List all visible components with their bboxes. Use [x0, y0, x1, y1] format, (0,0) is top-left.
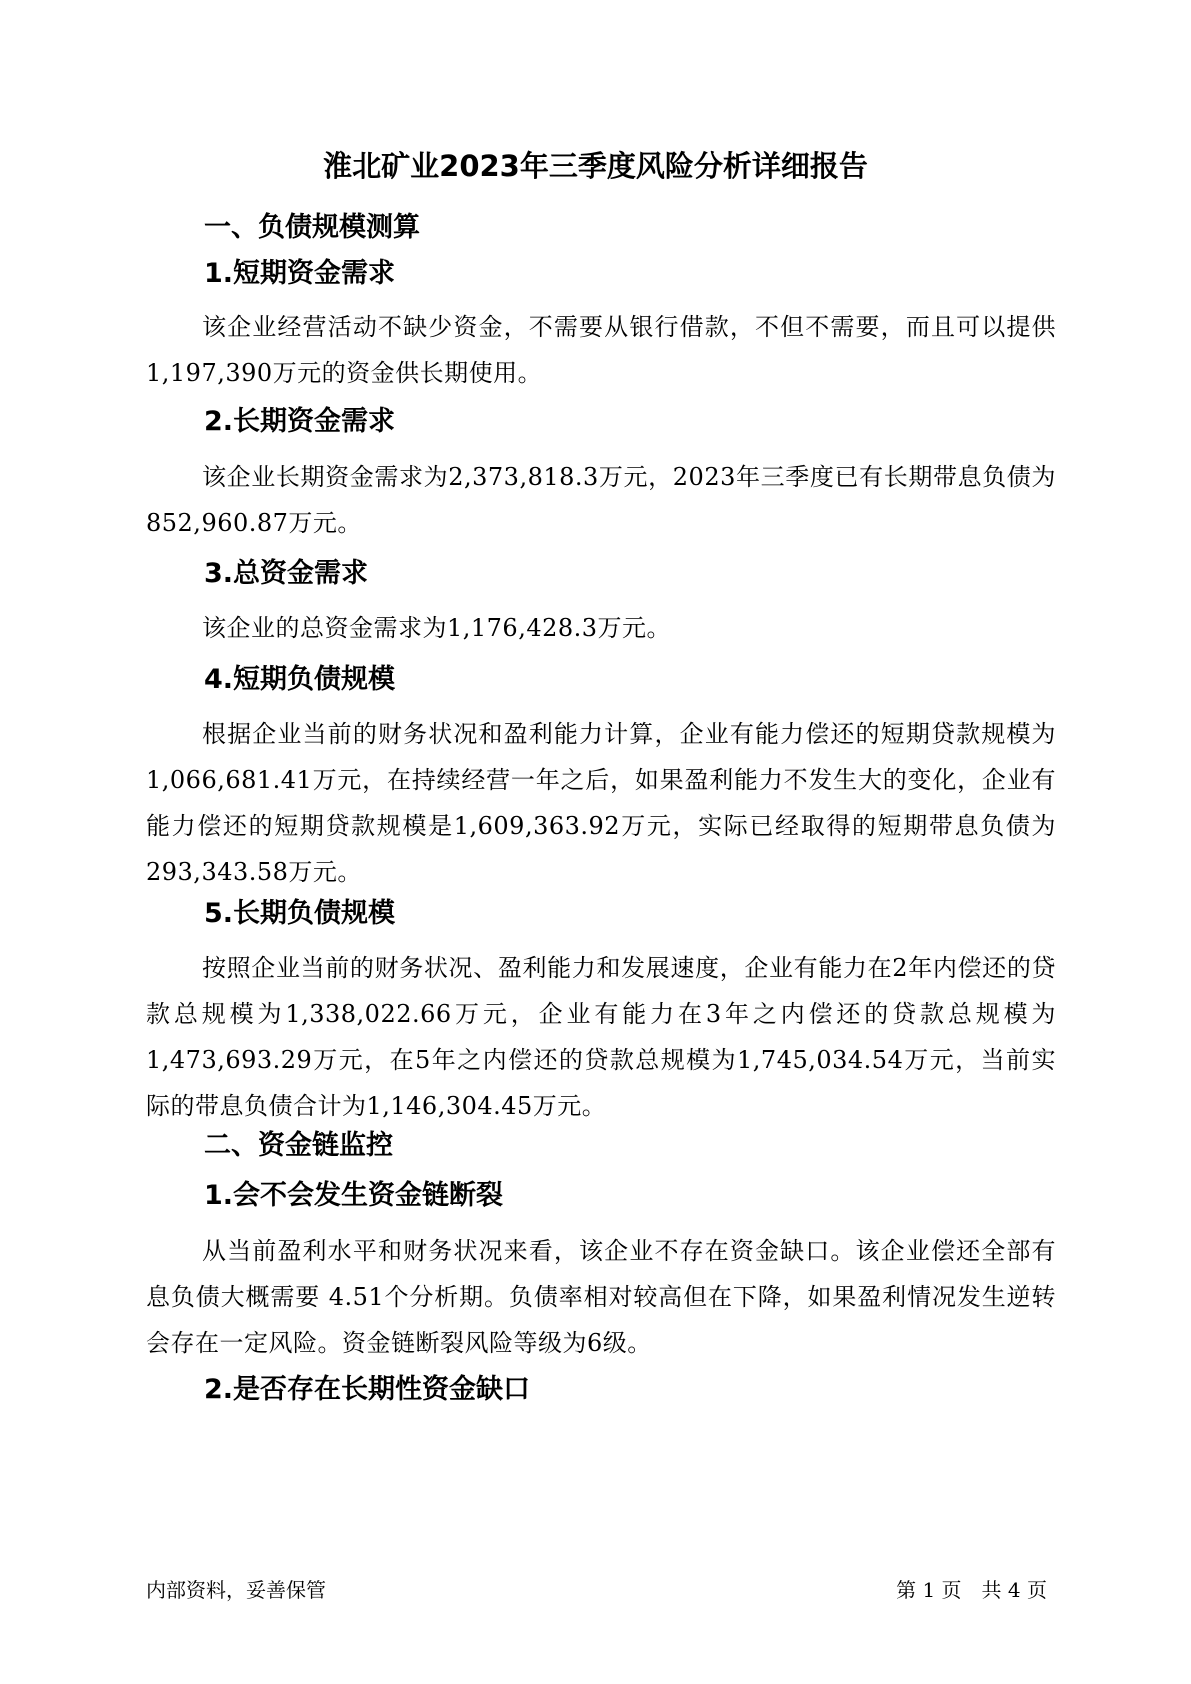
subheading-short-term-debt: 4.短期负债规模 — [204, 664, 396, 695]
section-heading-funding-chain: 二、资金链监控 — [204, 1130, 393, 1161]
footer-confidential-note: 内部资料，妥善保管 — [146, 1578, 326, 1602]
subheading-short-term-funding: 1.短期资金需求 — [204, 258, 396, 289]
subheading-chain-break: 1.会不会发生资金链断裂 — [204, 1180, 504, 1211]
footer-page-number: 第 1 页 共 4 页 — [896, 1578, 1047, 1602]
paragraph-short-term-funding: 该企业经营活动不缺少资金，不需要从银行借款，不但不需要，而且可以提供1,197,390万元的资金供长期使用。 — [146, 313, 1056, 387]
subheading-long-term-gap: 2.是否存在长期性资金缺口 — [204, 1374, 531, 1405]
section-heading-debt-scale: 一、负债规模测算 — [204, 212, 420, 243]
subheading-total-funding: 3.总资金需求 — [204, 558, 369, 589]
paragraph-chain-break: 从当前盈利水平和财务状况来看，该企业不存在资金缺口。该企业偿还全部有息负债大概需要 4.51个分析期。负债率相对较高但在下降，如果盈利情况发生逆转会存在一定风险。资金链断裂风险等级为6级。 — [146, 1237, 1056, 1357]
subheading-long-term-funding: 2.长期资金需求 — [204, 406, 396, 437]
report-title: 淮北矿业2023年三季度风险分析详细报告 — [323, 149, 868, 183]
paragraph-long-term-funding: 该企业长期资金需求为2,373,818.3万元，2023年三季度已有长期带息负债为852,960.87万元。 — [146, 463, 1056, 537]
paragraph-total-funding: 该企业的总资金需求为1,176,428.3万元。 — [202, 614, 672, 642]
paragraph-short-term-debt: 根据企业当前的财务状况和盈利能力计算，企业有能力偿还的短期贷款规模为1,066,681.41万元，在持续经营一年之后，如果盈利能力不发生大的变化，企业有能力偿还的短期贷款规模是1,609,363.92万元，实际已经取得的短期带息负债为293,343.58万元。 — [146, 720, 1056, 886]
subheading-long-term-debt: 5.长期负债规模 — [204, 898, 396, 929]
paragraph-long-term-debt: 按照企业当前的财务状况、盈利能力和发展速度，企业有能力在2年内偿还的贷款总规模为1,338,022.66万元，企业有能力在3年之内偿还的贷款总规模为1,473,693.29万元，在5年之内偿还的贷款总规模为1,745,034.54万元，当前实际的带息负债合计为1,146,304.45万元。 — [146, 954, 1056, 1120]
